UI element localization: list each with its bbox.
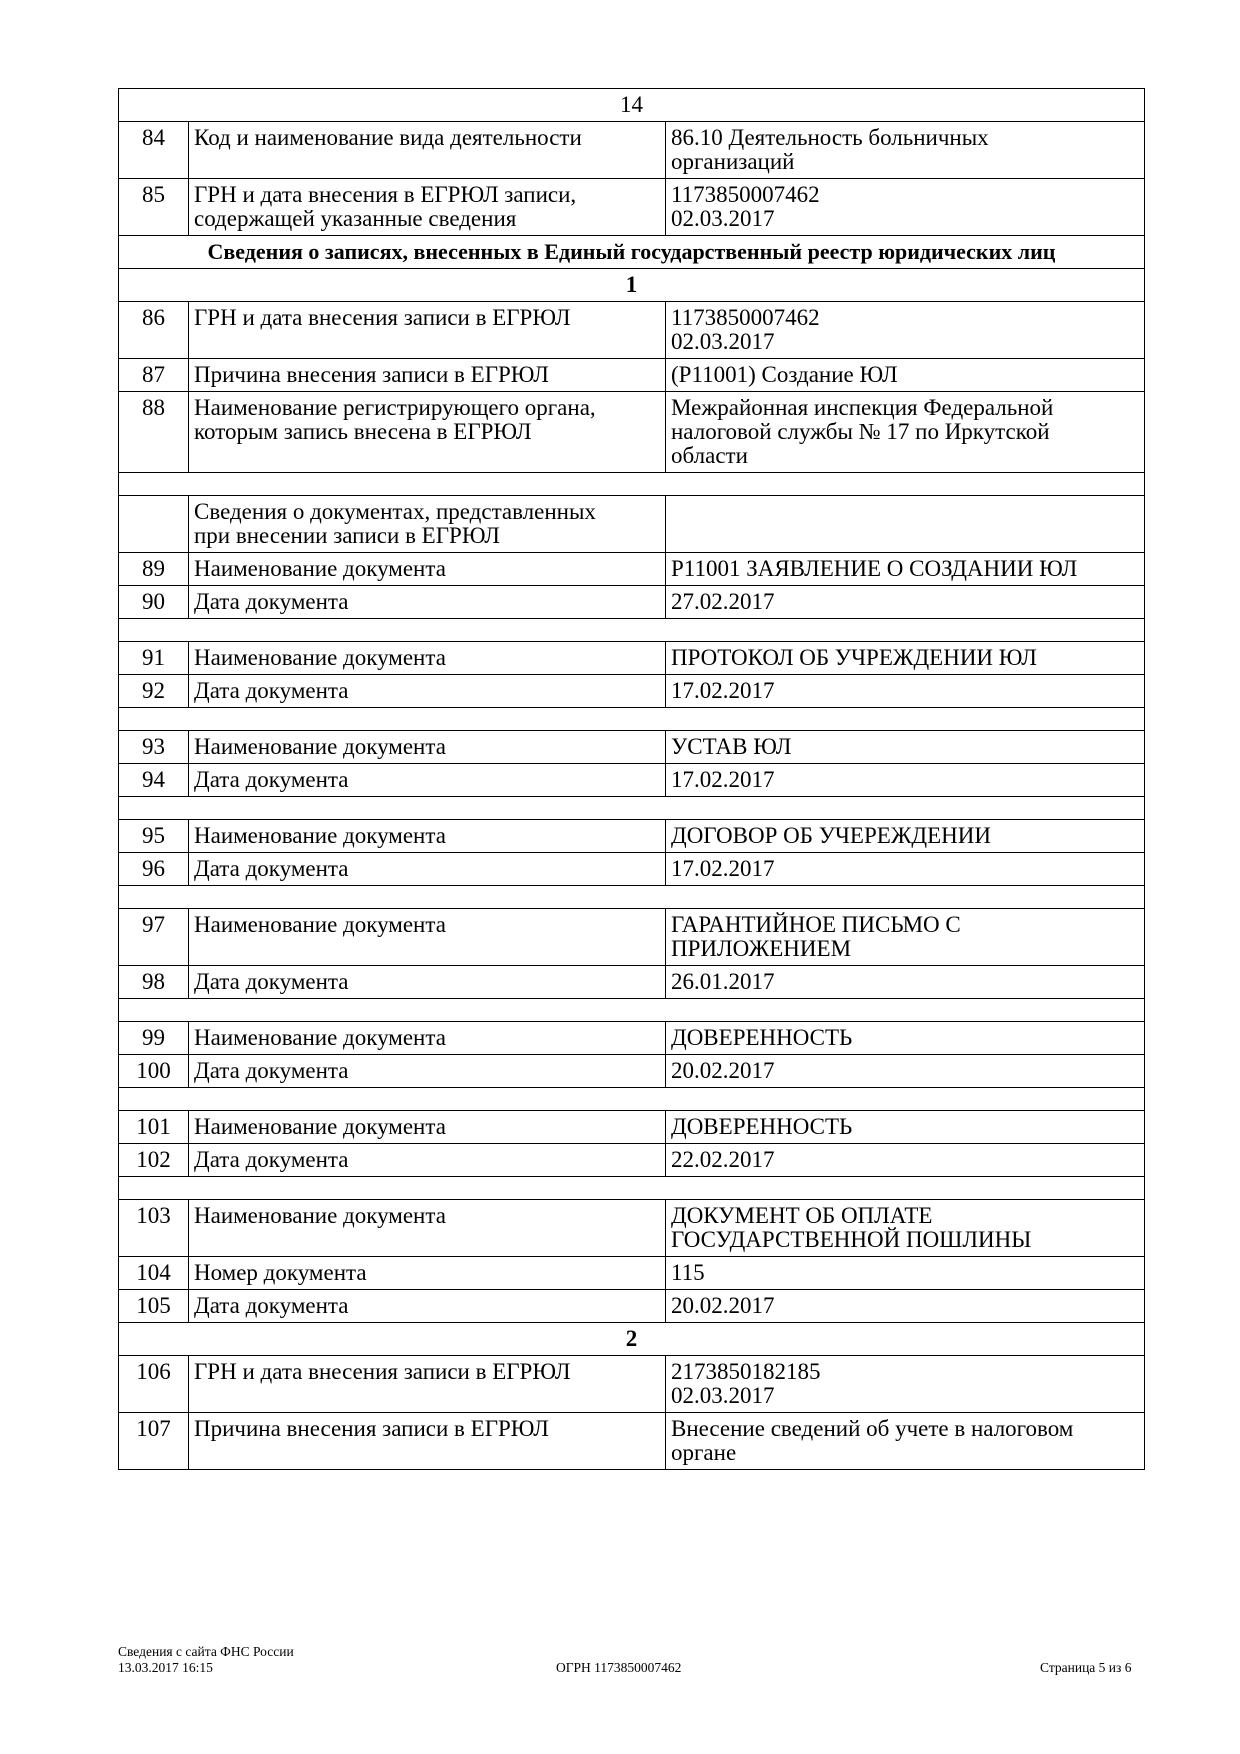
row-label: ГРН и дата внесения записи в ЕГРЮЛ	[189, 302, 666, 359]
row-label: Наименование документа	[189, 1200, 666, 1257]
table-row	[119, 359, 1145, 392]
row-value: УСТАВ ЮЛ	[666, 731, 1145, 764]
row-value: 20.02.2017	[666, 1055, 1145, 1088]
table-row	[119, 1022, 1145, 1055]
spacer-row	[119, 999, 1145, 1022]
row-number: 106	[119, 1356, 189, 1413]
spacer-row	[119, 619, 1145, 642]
table-row	[119, 553, 1145, 586]
row-number: 91	[119, 642, 189, 675]
footer-datetime: 13.03.2017 16:15	[118, 1660, 213, 1675]
row-number: 104	[119, 1257, 189, 1290]
table-row	[119, 1144, 1145, 1177]
row-label: Дата документа	[189, 1055, 666, 1088]
row-number: 107	[119, 1413, 189, 1470]
row-number: 86	[119, 302, 189, 359]
row-label: Наименование документа	[189, 553, 666, 586]
row-number: 93	[119, 731, 189, 764]
table-row	[119, 764, 1145, 797]
row-label: Дата документа	[189, 966, 666, 999]
table-row	[119, 1111, 1145, 1144]
row-label: ГРН и дата внесения в ЕГРЮЛ записи, содержащей указанные сведения	[189, 179, 666, 236]
row-value: 17.02.2017	[666, 853, 1145, 886]
row-value: 86.10 Деятельность больничных организаций	[666, 122, 1145, 179]
record-number-2: 2	[119, 1323, 1145, 1356]
footer-ogrn: ОГРН 1173850007462	[556, 1660, 682, 1675]
row-value: ГАРАНТИЙНОЕ ПИСЬМО С ПРИЛОЖЕНИЕМ	[666, 909, 1145, 966]
row-label: Дата документа	[189, 1290, 666, 1323]
row-value: ДОВЕРЕННОСТЬ	[666, 1022, 1145, 1055]
row-value: 20.02.2017	[666, 1290, 1145, 1323]
row-label: Наименование документа	[189, 642, 666, 675]
row-label: ГРН и дата внесения записи в ЕГРЮЛ	[189, 1356, 666, 1413]
table-row	[119, 302, 1145, 359]
table-row	[119, 853, 1145, 886]
row-number: 94	[119, 764, 189, 797]
record-number-2-row	[119, 1323, 1145, 1356]
row-number: 99	[119, 1022, 189, 1055]
section-title: Сведения о записях, внесенных в Единый государственный реестр юридических лиц	[119, 236, 1145, 269]
table-row	[119, 1200, 1145, 1257]
egrul-table	[118, 88, 1145, 1470]
table-row	[119, 675, 1145, 708]
row-label: Дата документа	[189, 675, 666, 708]
docs-header-value	[666, 496, 1145, 553]
row-value: (Р11001) Создание ЮЛ	[666, 359, 1145, 392]
row-number: 102	[119, 1144, 189, 1177]
table-row	[119, 731, 1145, 764]
table-row	[119, 392, 1145, 473]
row-label: Дата документа	[189, 1144, 666, 1177]
row-number: 87	[119, 359, 189, 392]
docs-header-row	[119, 496, 1145, 553]
table-row	[119, 586, 1145, 619]
row-value: 115	[666, 1257, 1145, 1290]
row-value: ДОКУМЕНТ ОБ ОПЛАТЕ ГОСУДАРСТВЕННОЙ ПОШЛИНЫ	[666, 1200, 1145, 1257]
spacer-row	[119, 473, 1145, 496]
table-row	[119, 909, 1145, 966]
row-number: 95	[119, 820, 189, 853]
spacer-cell	[119, 886, 1145, 909]
row-value: ДОГОВОР ОБ УЧЕРЕЖДЕНИИ	[666, 820, 1145, 853]
table-row	[119, 1257, 1145, 1290]
row-number: 88	[119, 392, 189, 473]
spacer-cell	[119, 1177, 1145, 1200]
row-label: Дата документа	[189, 764, 666, 797]
row-value: 17.02.2017	[666, 764, 1145, 797]
row-label: Причина внесения записи в ЕГРЮЛ	[189, 359, 666, 392]
row-number: 90	[119, 586, 189, 619]
spacer-row	[119, 708, 1145, 731]
spacer-row	[119, 1177, 1145, 1200]
spacer-cell	[119, 708, 1145, 731]
footer-source-text: Сведения с сайта ФНС России	[118, 1644, 294, 1659]
spacer-row	[119, 797, 1145, 820]
table-row	[119, 179, 1145, 236]
table-row	[119, 1055, 1145, 1088]
row-number: 97	[119, 909, 189, 966]
table-row	[119, 122, 1145, 179]
row-value: ДОВЕРЕННОСТЬ	[666, 1111, 1145, 1144]
spacer-row	[119, 886, 1145, 909]
spacer-cell	[119, 1088, 1145, 1111]
group-number-14: 14	[119, 89, 1145, 122]
row-value: 27.02.2017	[666, 586, 1145, 619]
row-value: 2173850182185 02.03.2017	[666, 1356, 1145, 1413]
row-label: Номер документа	[189, 1257, 666, 1290]
row-number: 92	[119, 675, 189, 708]
row-value: Р11001 ЗАЯВЛЕНИЕ О СОЗДАНИИ ЮЛ	[666, 553, 1145, 586]
row-label: Наименование документа	[189, 909, 666, 966]
row-label: Дата документа	[189, 586, 666, 619]
row-value: ПРОТОКОЛ ОБ УЧРЕЖДЕНИИ ЮЛ	[666, 642, 1145, 675]
spacer-cell	[119, 797, 1145, 820]
row-number: 101	[119, 1111, 189, 1144]
egrul-table-body	[119, 89, 1145, 1470]
row-label: Наименование документа	[189, 1022, 666, 1055]
row-number: 85	[119, 179, 189, 236]
table-row	[119, 820, 1145, 853]
row-number: 98	[119, 966, 189, 999]
spacer-row	[119, 1088, 1145, 1111]
record-number-1: 1	[119, 269, 1145, 302]
row-value: 26.01.2017	[666, 966, 1145, 999]
row-label: Код и наименование вида деятельности	[189, 122, 666, 179]
row-number: 100	[119, 1055, 189, 1088]
table-row	[119, 642, 1145, 675]
row-number: 103	[119, 1200, 189, 1257]
table-row	[119, 1290, 1145, 1323]
group-number-14-row	[119, 89, 1145, 122]
table-row	[119, 1413, 1145, 1470]
row-label: Наименование документа	[189, 731, 666, 764]
footer-page-number: Страница 5 из 6	[1040, 1660, 1132, 1675]
row-value: 1173850007462 02.03.2017	[666, 179, 1145, 236]
row-label: Причина внесения записи в ЕГРЮЛ	[189, 1413, 666, 1470]
table-row	[119, 966, 1145, 999]
row-number: 89	[119, 553, 189, 586]
row-label: Дата документа	[189, 853, 666, 886]
row-label: Наименование регистрирующего органа, которым запись внесена в ЕГРЮЛ	[189, 392, 666, 473]
row-value: 17.02.2017	[666, 675, 1145, 708]
row-number: 84	[119, 122, 189, 179]
row-label: Наименование документа	[189, 820, 666, 853]
spacer-cell	[119, 999, 1145, 1022]
docs-header-num	[119, 496, 189, 553]
row-value: Внесение сведений об учете в налоговом органе	[666, 1413, 1145, 1470]
docs-header-label: Сведения о документах, представленных при внесении записи в ЕГРЮЛ	[189, 496, 666, 553]
spacer-cell	[119, 473, 1145, 496]
record-number-1-row	[119, 269, 1145, 302]
footer-source	[118, 1644, 294, 1676]
row-value: Межрайонная инспекция Федеральной налоговой службы № 17 по Иркутской области	[666, 392, 1145, 473]
section-title-row	[119, 236, 1145, 269]
row-label: Наименование документа	[189, 1111, 666, 1144]
row-value: 1173850007462 02.03.2017	[666, 302, 1145, 359]
row-number: 96	[119, 853, 189, 886]
spacer-cell	[119, 619, 1145, 642]
row-value: 22.02.2017	[666, 1144, 1145, 1177]
table-row	[119, 1356, 1145, 1413]
row-number: 105	[119, 1290, 189, 1323]
